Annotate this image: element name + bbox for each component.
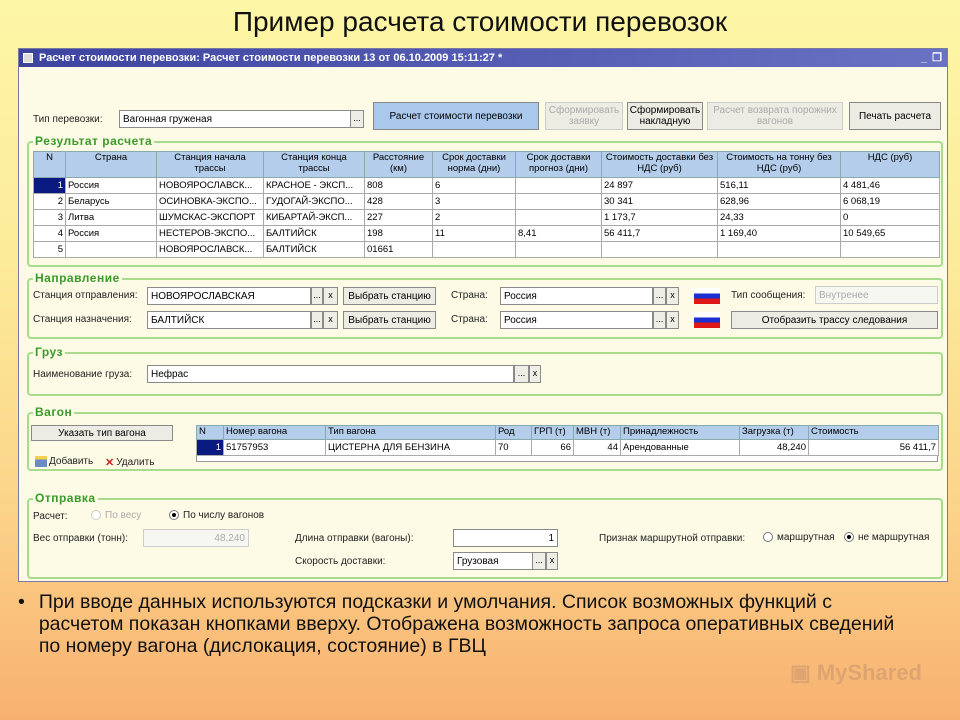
add-icon bbox=[35, 456, 47, 467]
table-cell[interactable] bbox=[516, 194, 602, 210]
bullet-text bbox=[18, 591, 918, 657]
table-cell[interactable]: 66 bbox=[532, 440, 574, 456]
table-cell[interactable]: 24 897 bbox=[602, 178, 718, 194]
table-cell[interactable]: 1 173,7 bbox=[602, 210, 718, 226]
radio-icon bbox=[91, 510, 101, 520]
table-row[interactable] bbox=[197, 440, 939, 456]
table-cell[interactable]: Литва bbox=[66, 210, 157, 226]
by-count-radio[interactable] bbox=[169, 510, 264, 521]
route-no-radio[interactable] bbox=[844, 532, 929, 543]
table-cell[interactable]: БАЛТИЙСК bbox=[264, 242, 365, 258]
bullet-icon: • bbox=[18, 591, 25, 613]
message-type-label: Тип сообщения: bbox=[731, 290, 806, 301]
route-yes-radio[interactable] bbox=[763, 532, 835, 543]
watermark-logo: ▣ MyShared bbox=[789, 660, 922, 685]
from-country-select-button[interactable]: ... bbox=[653, 287, 666, 305]
speed-select-button[interactable]: ... bbox=[532, 552, 546, 570]
transport-type-label: Тип перевозки: bbox=[33, 114, 103, 125]
table-cell[interactable]: НОВОЯРОСЛАВСК... bbox=[157, 242, 264, 258]
bullet-content: При вводе данных используются подсказки и умолчания. Список возможных функций с расчетом показан кнопками вверху. Отображена возможность запроса оперативных сведений по номеру вагона (дислокация, состояние) в ГВЦ bbox=[38, 591, 895, 657]
from-station-clear-button[interactable]: x bbox=[323, 287, 338, 305]
show-route-button[interactable]: Отобразить трассу следования bbox=[731, 311, 938, 329]
from-station-label: Станция отправления: bbox=[33, 290, 138, 301]
table-cell[interactable]: 2 bbox=[433, 210, 516, 226]
table-cell[interactable]: 30 341 bbox=[602, 194, 718, 210]
restore-button[interactable]: ❐ bbox=[932, 52, 942, 64]
radio-icon bbox=[763, 532, 773, 542]
table-cell[interactable]: Россия bbox=[66, 226, 157, 242]
to-country-select-button[interactable]: ... bbox=[653, 311, 666, 329]
transport-type-input[interactable]: Вагонная груженая bbox=[119, 110, 351, 128]
table-cell[interactable]: 198 bbox=[365, 226, 433, 242]
table-cell[interactable]: ГУДОГАЙ-ЭКСПО... bbox=[264, 194, 365, 210]
table-row[interactable] bbox=[34, 242, 940, 258]
wagon-group-title: Вагон bbox=[35, 405, 73, 419]
table-cell[interactable]: НОВОЯРОСЛАВСК... bbox=[157, 178, 264, 194]
from-country-label: Страна: bbox=[451, 290, 488, 301]
table-cell[interactable]: ЦИСТЕРНА ДЛЯ БЕНЗИНА bbox=[326, 440, 496, 456]
column-header[interactable]: ГРП (т) bbox=[532, 426, 574, 440]
route-no-label: не маршрутная bbox=[858, 532, 930, 543]
speed-input[interactable]: Грузовая bbox=[453, 552, 533, 570]
table-cell[interactable]: Беларусь bbox=[66, 194, 157, 210]
table-cell[interactable]: 6 068,19 bbox=[841, 194, 940, 210]
route-yes-label: маршрутная bbox=[777, 532, 835, 543]
column-header[interactable]: Загрузка (т) bbox=[740, 426, 809, 440]
calc-mode-label: Расчет: bbox=[33, 511, 68, 522]
table-cell[interactable]: 70 bbox=[496, 440, 532, 456]
table-cell[interactable] bbox=[516, 242, 602, 258]
table-cell[interactable]: 808 bbox=[365, 178, 433, 194]
to-country-label: Страна: bbox=[451, 314, 488, 325]
table-cell[interactable] bbox=[516, 210, 602, 226]
table-cell[interactable]: 516,11 bbox=[718, 178, 841, 194]
table-cell[interactable]: 1 bbox=[197, 440, 224, 456]
cargo-clear-button[interactable]: x bbox=[529, 365, 541, 383]
delete-label: Удалить bbox=[116, 457, 155, 468]
column-header[interactable]: Стоимость на тонну без НДС (руб) bbox=[718, 152, 841, 178]
weight-input[interactable]: 48,240 bbox=[143, 529, 249, 547]
empty-return-button[interactable]: Расчет возврата порожних вагонов bbox=[707, 102, 843, 130]
table-cell[interactable]: 56 411,7 bbox=[809, 440, 939, 456]
table-cell[interactable] bbox=[718, 242, 841, 258]
table-cell[interactable]: 428 bbox=[365, 194, 433, 210]
to-choose-station-button[interactable]: Выбрать станцию bbox=[343, 311, 436, 329]
table-cell[interactable]: КИБАРТАЙ-ЭКСП... bbox=[264, 210, 365, 226]
add-label: Добавить bbox=[49, 456, 94, 467]
column-header[interactable]: МВН (т) bbox=[574, 426, 621, 440]
to-country-input[interactable]: Россия bbox=[500, 311, 653, 329]
table-cell[interactable]: 0 bbox=[841, 210, 940, 226]
column-header[interactable]: Страна bbox=[66, 152, 157, 178]
by-weight-label: По весу bbox=[105, 510, 142, 521]
table-row[interactable] bbox=[34, 178, 940, 194]
slide-title: Пример расчета стоимости перевозок bbox=[232, 6, 728, 37]
table-cell[interactable]: 5 bbox=[34, 242, 66, 258]
table-cell[interactable]: 24,33 bbox=[718, 210, 841, 226]
delete-wagon-button[interactable] bbox=[105, 456, 154, 469]
table-cell[interactable] bbox=[66, 242, 157, 258]
table-cell[interactable]: БАЛТИЙСК bbox=[264, 226, 365, 242]
speed-clear-button[interactable]: x bbox=[546, 552, 558, 570]
from-country-input[interactable]: Россия bbox=[500, 287, 653, 305]
print-button[interactable]: Печать расчета bbox=[849, 102, 941, 130]
shipment-group-title: Отправка bbox=[35, 491, 96, 505]
from-station-input[interactable]: НОВОЯРОСЛАВСКАЯ bbox=[147, 287, 311, 305]
table-cell[interactable]: 3 bbox=[433, 194, 516, 210]
column-header[interactable]: Стоимость bbox=[809, 426, 939, 440]
column-header[interactable]: Срок доставки прогноз (дни) bbox=[516, 152, 602, 178]
weight-label: Вес отправки (тонн): bbox=[33, 533, 129, 544]
cargo-name-input[interactable]: Нефрас bbox=[147, 365, 514, 383]
table-cell[interactable]: 56 411,7 bbox=[602, 226, 718, 242]
message-type-input[interactable]: Внутренее bbox=[815, 286, 938, 304]
direction-group-title: Направление bbox=[35, 271, 120, 285]
table-cell[interactable] bbox=[841, 242, 940, 258]
table-cell[interactable]: 6 bbox=[433, 178, 516, 194]
cargo-select-button[interactable]: ... bbox=[514, 365, 529, 383]
set-wagon-type-button[interactable]: Указать тип вагона bbox=[31, 425, 173, 441]
russia-flag-icon bbox=[694, 288, 720, 304]
russia-flag-icon bbox=[694, 312, 720, 328]
to-station-select-button[interactable]: ... bbox=[311, 311, 323, 329]
table-cell[interactable]: 11 bbox=[433, 226, 516, 242]
window-icon bbox=[23, 53, 33, 63]
from-choose-station-button[interactable]: Выбрать станцию bbox=[343, 287, 436, 305]
speed-label: Скорость доставки: bbox=[295, 556, 386, 567]
column-header[interactable]: Стоимость доставки без НДС (руб) bbox=[602, 152, 718, 178]
column-header[interactable]: Тип вагона bbox=[326, 426, 496, 440]
cargo-name-label: Наименование груза: bbox=[33, 369, 133, 380]
table-cell[interactable]: 10 549,65 bbox=[841, 226, 940, 242]
minimize-button[interactable]: _ bbox=[920, 52, 927, 64]
table-cell[interactable]: 1 169,40 bbox=[718, 226, 841, 242]
table-cell[interactable]: ШУМСКАС-ЭКСПОРТ bbox=[157, 210, 264, 226]
column-header[interactable]: N bbox=[34, 152, 66, 178]
to-station-label: Станция назначения: bbox=[33, 314, 132, 325]
table-cell[interactable] bbox=[602, 242, 718, 258]
transport-type-select-button[interactable]: ... bbox=[350, 110, 364, 128]
table-cell[interactable]: 2 bbox=[34, 194, 66, 210]
column-header[interactable]: Номер вагона bbox=[224, 426, 326, 440]
result-group-title: Результат расчета bbox=[35, 134, 153, 148]
table-cell[interactable]: 1 bbox=[34, 178, 66, 194]
to-station-clear-button[interactable]: x bbox=[323, 311, 338, 329]
column-header[interactable]: N bbox=[197, 426, 224, 440]
table-cell[interactable]: Россия bbox=[66, 178, 157, 194]
table-cell[interactable]: 01661 bbox=[365, 242, 433, 258]
column-header[interactable]: НДС (руб) bbox=[841, 152, 940, 178]
table-cell[interactable] bbox=[516, 178, 602, 194]
cargo-group-title: Груз bbox=[35, 345, 63, 359]
by-count-label: По числу вагонов bbox=[183, 510, 265, 521]
column-header[interactable]: Расстояние (км) bbox=[365, 152, 433, 178]
table-row[interactable] bbox=[34, 194, 940, 210]
table-cell[interactable]: 3 bbox=[34, 210, 66, 226]
table-cell[interactable]: 227 bbox=[365, 210, 433, 226]
calc-cost-button[interactable]: Расчет стоимости перевозки bbox=[373, 102, 539, 130]
column-header[interactable]: Род bbox=[496, 426, 532, 440]
table-cell[interactable]: Арендованные bbox=[621, 440, 740, 456]
table-cell[interactable]: ОСИНОВКА-ЭКСПО... bbox=[157, 194, 264, 210]
app-window bbox=[18, 48, 948, 582]
table-cell[interactable] bbox=[433, 242, 516, 258]
table-cell[interactable]: 628,96 bbox=[718, 194, 841, 210]
delete-icon: ✕ bbox=[105, 457, 115, 469]
table-cell[interactable]: КРАСНОЕ - ЭКСП... bbox=[264, 178, 365, 194]
to-country-clear-button[interactable]: x bbox=[666, 311, 679, 329]
result-table bbox=[33, 151, 940, 258]
length-label: Длина отправки (вагоны): bbox=[295, 533, 414, 544]
by-weight-radio[interactable] bbox=[91, 510, 141, 521]
from-station-select-button[interactable]: ... bbox=[311, 287, 323, 305]
to-station-input[interactable]: БАЛТИЙСК bbox=[147, 311, 311, 329]
window-title: Расчет стоимости перевозки: Расчет стоимости перевозки 13 от 06.10.2009 15:11:27 * bbox=[39, 52, 503, 64]
create-request-button[interactable]: Сформировать заявку bbox=[545, 102, 623, 130]
table-cell[interactable]: НЕСТЕРОВ-ЭКСПО... bbox=[157, 226, 264, 242]
window-titlebar bbox=[19, 49, 947, 67]
add-wagon-button[interactable] bbox=[35, 456, 93, 467]
radio-selected-icon bbox=[844, 532, 854, 542]
table-cell[interactable]: 51757953 bbox=[224, 440, 326, 456]
table-row[interactable] bbox=[34, 210, 940, 226]
table-cell[interactable]: 44 bbox=[574, 440, 621, 456]
table-cell[interactable]: 4 bbox=[34, 226, 66, 242]
create-waybill-button[interactable]: Сформировать накладную bbox=[627, 102, 703, 130]
table-row[interactable] bbox=[34, 226, 940, 242]
table-cell[interactable]: 48,240 bbox=[740, 440, 809, 456]
column-header[interactable]: Срок доставки норма (дни) bbox=[433, 152, 516, 178]
route-flag-label: Признак маршрутной отправки: bbox=[599, 533, 746, 544]
column-header[interactable]: Принадлежность bbox=[621, 426, 740, 440]
length-input[interactable]: 1 bbox=[453, 529, 558, 547]
column-header[interactable]: Станция конца трассы bbox=[264, 152, 365, 178]
radio-selected-icon bbox=[169, 510, 179, 520]
column-header[interactable]: Станция начала трассы bbox=[157, 152, 264, 178]
from-country-clear-button[interactable]: x bbox=[666, 287, 679, 305]
wagon-table bbox=[196, 425, 939, 456]
table-cell[interactable]: 8,41 bbox=[516, 226, 602, 242]
table-cell[interactable]: 4 481,46 bbox=[841, 178, 940, 194]
